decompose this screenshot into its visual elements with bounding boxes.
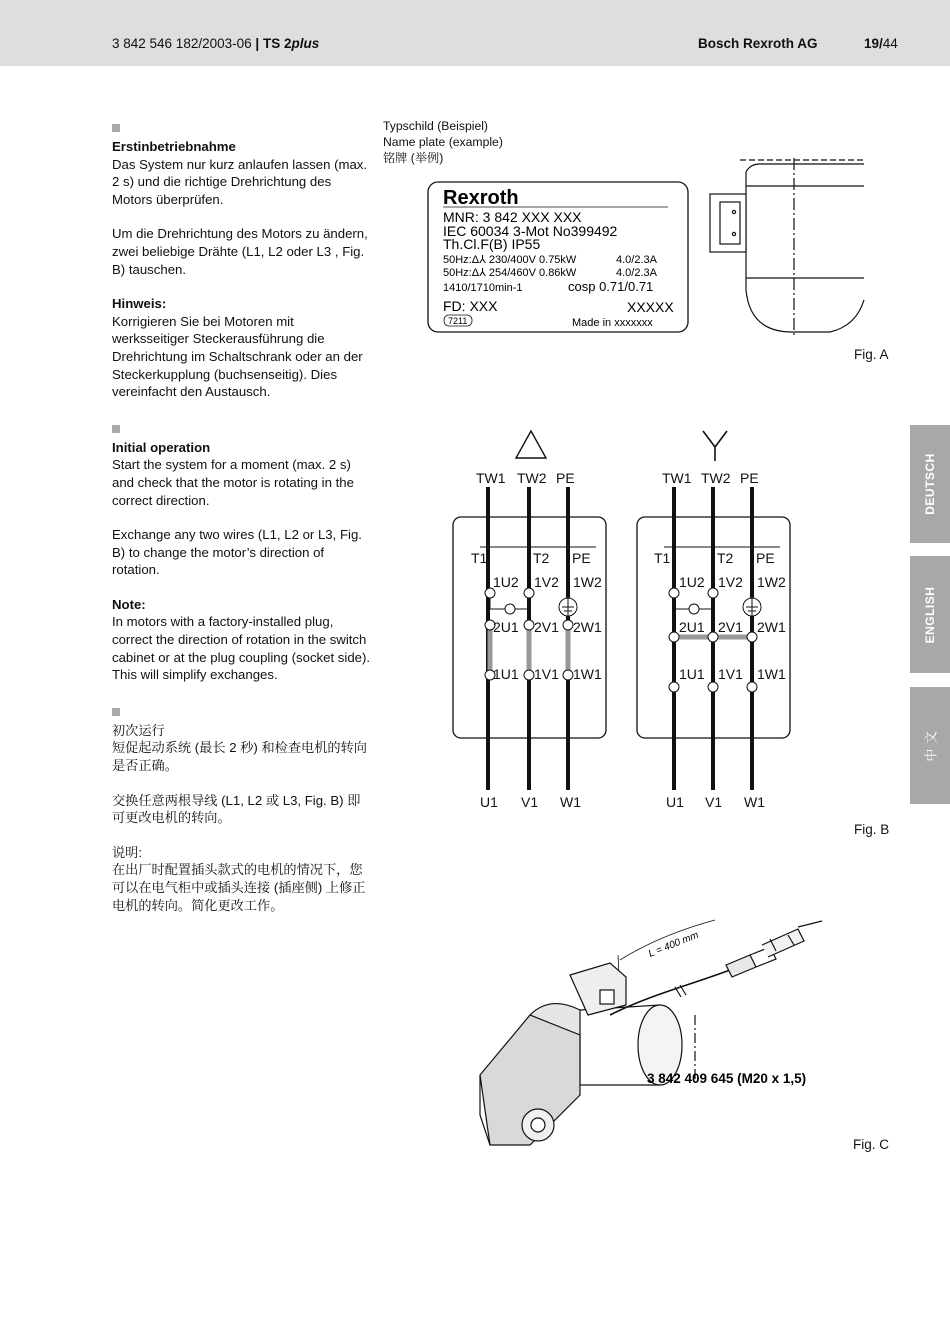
delta-terminal-t: T2 <box>533 550 550 566</box>
star-terminal-2: 1U2 <box>679 574 705 590</box>
heading-de: Erstinbetriebnahme <box>112 139 236 154</box>
doc-reference <box>112 36 319 51</box>
delta-terminal-1x1: 1W1 <box>573 666 602 682</box>
page-header <box>0 0 950 66</box>
note-heading-en: Note: <box>112 596 146 612</box>
caption-de: Typschild (Beispiel) <box>383 119 488 133</box>
nameplate-brand: Rexroth <box>443 187 519 209</box>
delta-terminal-t: PE <box>572 550 591 566</box>
section-de <box>112 124 372 401</box>
section-marker <box>112 425 120 433</box>
delta-terminal-2x1: 2W1 <box>573 619 602 635</box>
figure-b-wiring <box>430 425 830 820</box>
para-zh-1: 短促起动系统 (最长 2 秒) 和检查电机的转向是否正确。 <box>112 740 367 774</box>
doc-number: 3 842 546 182/2003-06 <box>112 36 252 51</box>
note-zh: 在出厂时配置插头款式的电机的情况下，您可以在电气柜中或插头连接 (插座侧) 上修正电机的转向。简化更改工作。 <box>112 862 366 913</box>
delta-bottom-label: W1 <box>560 794 581 810</box>
star-terminal-2x1: 2V1 <box>718 619 743 635</box>
delta-terminal-1x1: 1V1 <box>534 666 559 682</box>
delta-bottom-label: V1 <box>521 794 539 810</box>
star-symbol-icon <box>703 431 727 461</box>
heading-zh: 初次运行 <box>112 722 165 738</box>
language-tab-deutsch[interactable] <box>910 425 950 543</box>
star-terminal-2: 1W2 <box>757 574 786 590</box>
caption-zh: 铭牌 (举例) <box>383 151 444 165</box>
separator: | <box>255 36 260 51</box>
nameplate-code: 7211 <box>448 316 468 326</box>
nameplate-fd: FD: XXX <box>443 298 498 314</box>
note-en: In motors with a factory-installed plug, correct the direction of rotation in the switch cabinet or at the plug coupling (socket side). This will simplify exchanges. <box>112 614 371 683</box>
para-de-2: Um die Drehrichtung des Motors zu ändern, zwei beliebige Drähte (L1, L2 oder L3 , Fig. B) tauschen. <box>112 226 368 277</box>
figure-c-label: Fig. C <box>853 1137 890 1152</box>
star-top-label: TW1 <box>662 470 692 486</box>
section-marker <box>112 124 120 132</box>
page-total: 44 <box>882 36 898 51</box>
star-terminal-t: PE <box>756 550 775 566</box>
star-bottom-label: W1 <box>744 794 765 810</box>
star-terminal-1x1: 1U1 <box>679 666 705 682</box>
delta-terminal-2: 1W2 <box>573 574 602 590</box>
nameplate-row-50b: 50Hz:Δ⅄ 254/460V 0.86kW <box>443 267 577 279</box>
nameplate-speed: 1410/1710min-1 <box>443 282 523 294</box>
star-terminal-2: 1V2 <box>718 574 743 590</box>
delta-terminal-2: 1V2 <box>534 574 559 590</box>
nameplate-serial: XXXXX <box>627 299 674 315</box>
motor-sketch <box>710 158 864 335</box>
text-column <box>112 120 372 914</box>
star-top-label: TW2 <box>701 470 731 486</box>
product-prefix: TS 2 <box>262 36 292 51</box>
para-en-1: Start the system for a moment (max. 2 s) and check that the motor is rotating in the correct direction. <box>112 457 354 508</box>
delta-top-label: PE <box>556 470 575 486</box>
delta-top-label: TW1 <box>476 470 506 486</box>
part-number-label: 3 842 409 645 (M20 x 1,5) <box>647 1071 807 1086</box>
nameplate-row-50a: 50Hz:Δ⅄ 230/400V 0.75kW <box>443 254 577 266</box>
figure-c-gearmotor <box>470 915 850 1170</box>
heading-en: Initial operation <box>112 439 211 455</box>
delta-terminal-2x1: 2U1 <box>493 619 519 635</box>
caption-en: Name plate (example) <box>383 135 503 149</box>
star-terminal-1x1: 1W1 <box>757 666 786 682</box>
star-terminal-2x1: 2W1 <box>757 619 786 635</box>
note-heading-zh: 说明: <box>112 844 143 860</box>
section-en <box>112 425 372 684</box>
section-marker <box>112 708 120 716</box>
para-de-1: Das System nur kurz anlaufen lassen (max. 2 s) und die richtige Drehrichtung des Motors überprüfen. <box>112 156 368 207</box>
star-terminal-1x1: 1V1 <box>718 666 743 682</box>
language-tab-chinese[interactable] <box>910 687 950 804</box>
note-heading-de: Hinweis: <box>112 296 167 312</box>
nameplate-thcl: Th.Cl.F(B) IP55 <box>443 236 541 252</box>
star-terminal-t: T2 <box>717 550 734 566</box>
product-suffix: plus <box>291 36 320 51</box>
tab-label-chinese: 中 文 <box>923 729 939 762</box>
company-name: Bosch Rexroth AG <box>698 36 818 51</box>
star-terminal-t: T1 <box>654 550 671 566</box>
para-en-2: Exchange any two wires (L1, L2 or L3, Fig. B) to change the motor’s direction of rotation. <box>112 527 362 578</box>
delta-top-label: TW2 <box>517 470 547 486</box>
tab-label-english: ENGLISH <box>923 586 937 643</box>
star-terminal-2x1: 2U1 <box>679 619 705 635</box>
para-zh-2: 交换任意两根导线 (L1, L2 或 L3, Fig. B) 即可更改电机的转向。 <box>112 792 361 826</box>
star-top-label: PE <box>740 470 759 486</box>
nameplate-mnr: MNR: 3 842 XXX XXX <box>443 209 582 225</box>
delta-terminal-2x1: 2V1 <box>534 619 559 635</box>
nameplate-row-50b-current: 4.0/2.3A <box>616 267 657 279</box>
delta-terminal-t: T1 <box>471 550 488 566</box>
page-current: 19/ <box>864 36 883 51</box>
note-de: Korrigieren Sie bei Motoren mit werksseitiger Steckerausführung die Drehrichtung im Schaltschrank oder an der Steckerkupplung (buchsenseitig). Dies vereinfacht den Austausch. <box>112 313 363 400</box>
cable-length-label: L = 400 mm <box>647 929 701 960</box>
nameplate-row-50a-current: 4.0/2.3A <box>616 254 657 266</box>
star-bottom-label: U1 <box>666 794 684 810</box>
nameplate-iec: IEC 60034 3-Mot No399492 <box>443 223 618 239</box>
delta-terminal-1x1: 1U1 <box>493 666 519 682</box>
nameplate-cosp: cosp 0.71/0.71 <box>568 279 654 294</box>
language-tab-english[interactable] <box>910 556 950 673</box>
figure-a-nameplate <box>420 150 880 340</box>
nameplate-made-in: Made in xxxxxxx <box>572 317 653 329</box>
delta-symbol-icon <box>516 431 546 458</box>
delta-bottom-label: U1 <box>480 794 498 810</box>
section-zh <box>112 708 372 914</box>
tab-label-deutsch: DEUTSCH <box>923 453 937 515</box>
figure-a-label: Fig. A <box>854 347 889 362</box>
figure-b-label: Fig. B <box>854 822 890 837</box>
star-bottom-label: V1 <box>705 794 723 810</box>
page-number <box>864 36 898 51</box>
delta-terminal-2: 1U2 <box>493 574 519 590</box>
